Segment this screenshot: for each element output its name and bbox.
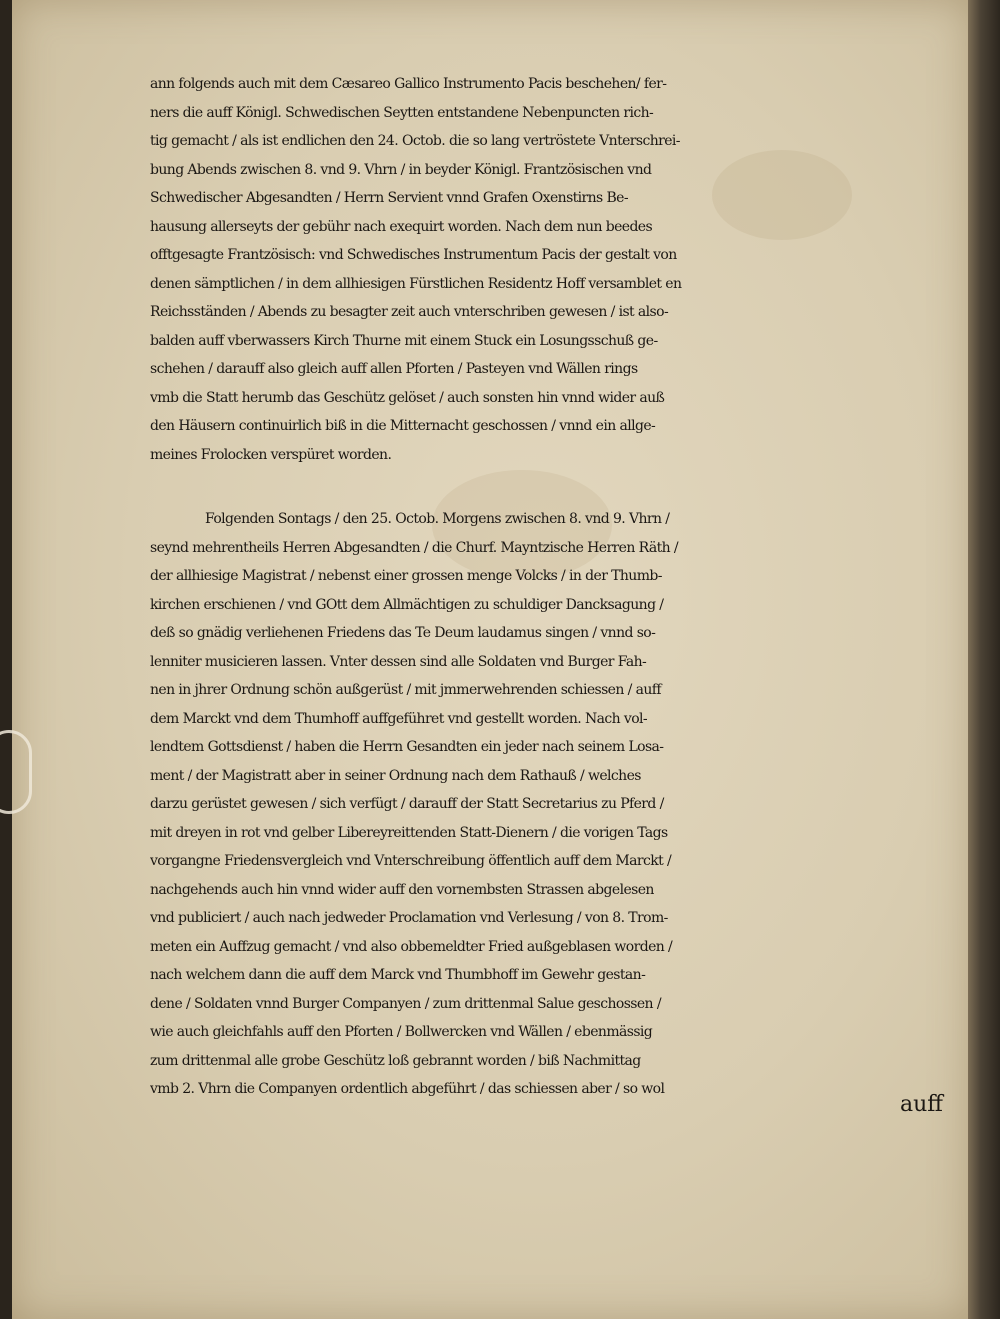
text-line: nen in jhrer Ordnung schön außgerüst / mit jmmerwehrenden schiessen / auff: [150, 682, 661, 698]
text-line: tig gemacht / als ist endlichen den 24. Octob. die so lang vertröstete Vnterschrei-: [150, 133, 680, 149]
paragraph-2: [150, 505, 940, 1104]
catchword: auff: [900, 1092, 943, 1117]
text-line: zum drittenmal alle grobe Geschütz loß gebrannt worden / biß Nachmittag: [150, 1052, 641, 1069]
body-text: [150, 70, 940, 1104]
text-line: nachgehends auch hin vnnd wider auff den vornembsten Strassen abgelesen: [150, 881, 654, 898]
text-line: Reichsständen / Abends zu besagter zeit auch vnterschriben gewesen / ist also-: [150, 304, 669, 320]
text-line: vnd publiciert / auch nach jedweder Proclamation vnd Verlesung / von 8. Trom-: [150, 910, 668, 926]
text-line: ners die auff Königl. Schwedischen Seytten entstandene Nebenpuncten rich-: [150, 104, 654, 121]
text-line: hausung allerseyts der gebühr nach exequirt worden. Nach dem nun beedes: [150, 218, 653, 235]
text-line: mit dreyen in rot vnd gelber Libereyreittenden Statt-Dienern / die vorigen Tags: [150, 824, 668, 841]
binding-ring: [0, 730, 32, 814]
paragraph-gap: [150, 469, 940, 505]
text-line: der allhiesige Magistrat / nebenst einer grossen menge Volcks / in der Thumb-: [150, 568, 662, 584]
text-line: ann folgends auch mit dem Cæsareo Gallico Instrumento Pacis beschehen/ fer-: [150, 76, 667, 92]
text-line: meten ein Auffzug gemacht / vnd also obbemeldter Fried außgeblasen worden /: [150, 938, 673, 955]
text-line: denen sämptlichen / in dem allhiesigen Fürstlichen Residentz Hoff versamblet en: [150, 275, 682, 292]
text-line: vmb 2. Vhrn die Companyen ordentlich abgeführt / das schiessen aber / so wol: [150, 1081, 665, 1097]
text-line: vorgangne Friedensvergleich vnd Vnterschreibung öffentlich auff dem Marckt /: [150, 853, 672, 869]
text-line: lendtem Gottsdienst / haben die Herrn Gesandten ein jeder nach seinem Losa-: [150, 739, 664, 755]
text-line: deß so gnädig verliehenen Friedens das Te Deum laudamus singen / vnnd so-: [150, 625, 656, 641]
text-line: ment / der Magistratt aber in seiner Ordnung nach dem Rathauß / welches: [150, 767, 641, 784]
text-line: kirchen erschienen / vnd GOtt dem Allmächtigen zu schuldiger Dancksagung /: [150, 596, 664, 613]
text-line: meines Frolocken verspüret worden.: [150, 446, 392, 463]
text-line: dene / Soldaten vnnd Burger Companyen / zum drittenmal Salue geschossen /: [150, 995, 661, 1012]
text-line: bung Abends zwischen 8. vnd 9. Vhrn / in beyder Königl. Frantzösischen vnd: [150, 161, 652, 178]
text-line: Schwedischer Abgesandten / Herrn Servient vnnd Grafen Oxenstirns Be-: [150, 190, 629, 206]
text-line: lenniter musicieren lassen. Vnter dessen sind alle Soldaten vnd Burger Fah-: [150, 653, 647, 670]
paragraph-1: [150, 70, 940, 469]
text-line: balden auff vberwassers Kirch Thurne mit einem Stuck ein Losungsschuß ge-: [150, 332, 658, 349]
text-line: den Häusern continuirlich biß in die Mitternacht geschossen / vnnd ein allge-: [150, 418, 656, 434]
text-line: dem Marckt vnd dem Thumhoff auffgeführet vnd gestellt worden. Nach vol-: [150, 710, 648, 727]
text-line: seynd mehrentheils Herren Abgesandten / die Churf. Mayntzische Herren Räth /: [150, 539, 679, 556]
text-line: darzu gerüstet gewesen / sich verfügt / darauff der Statt Secretarius zu Pferd /: [150, 796, 664, 812]
text-line: Folgenden Sontags / den 25. Octob. Morgens zwischen 8. vnd 9. Vhrn /: [205, 511, 670, 527]
text-line: wie auch gleichfahls auff den Pforten / Bollwercken vnd Wällen / ebenmässig: [150, 1024, 653, 1040]
book-gutter: [968, 0, 1000, 1319]
text-line: offtgesagte Frantzösisch: vnd Schwedisches Instrumentum Pacis der gestalt von: [150, 247, 677, 263]
text-line: nach welchem dann die auff dem Marck vnd Thumbhoff im Gewehr gestan-: [150, 967, 646, 983]
text-line: schehen / darauff also gleich auff allen Pforten / Pasteyen vnd Wällen rings: [150, 361, 638, 377]
text-line: vmb die Statt herumb das Geschütz gelöset / auch sonsten hin vnnd wider auß: [150, 389, 665, 406]
